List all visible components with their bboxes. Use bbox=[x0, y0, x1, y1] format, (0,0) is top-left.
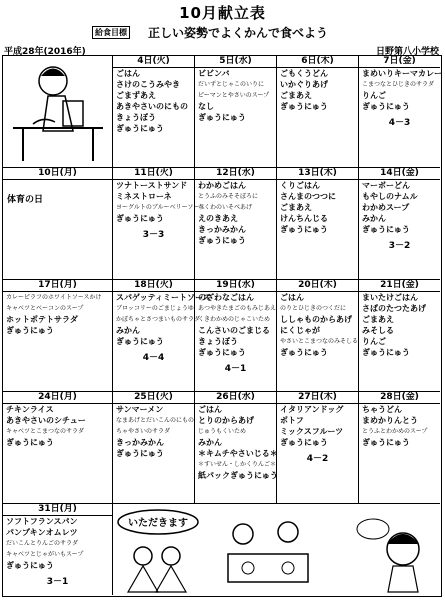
menu-item: まめいりキーマカレー bbox=[362, 69, 442, 78]
menu-item: ぎゅうにゅう bbox=[6, 326, 54, 335]
menu-item: けんちんじる bbox=[280, 214, 328, 223]
day-cell bbox=[195, 168, 277, 280]
goal-badge: 給食目標 bbox=[92, 26, 130, 39]
day-date: 24日(月) bbox=[3, 392, 112, 404]
menu-item-small: ブロッコリーのごまじょうゆ bbox=[116, 305, 194, 312]
goal-text: 正しい姿勢でよくかんで食べよう bbox=[148, 26, 329, 40]
menu-item: ぎゅうにゅう bbox=[116, 124, 164, 133]
menu-item: さんまのつつに bbox=[280, 192, 336, 201]
menu-item-small: あつやきたまごのもみじあえ bbox=[198, 305, 277, 312]
itadakimasu-text: いただきます bbox=[128, 518, 188, 529]
menu-item: ごまあえ bbox=[280, 203, 312, 212]
menu-item: さばのたつたあげ bbox=[362, 304, 426, 313]
menu-item: マーボーどん bbox=[362, 181, 410, 190]
day-cell bbox=[3, 504, 113, 595]
day-date: 20日(木) bbox=[277, 280, 358, 292]
menu-item-small: じゅうもくいため bbox=[198, 428, 247, 435]
menu-item-small: カレーピラフのホワイトソースかけ bbox=[6, 294, 102, 301]
menu-item: いかぐりあげ bbox=[280, 80, 328, 89]
menu-item: ポトフ bbox=[280, 416, 304, 425]
menu-item: ぎゅうにゅう bbox=[116, 337, 164, 346]
holiday-note: 体育の日 bbox=[7, 195, 44, 205]
menu-item: ぎゅうにゅう bbox=[362, 102, 410, 111]
day-date: 6日(木) bbox=[277, 56, 358, 68]
menu-item: ぎゅうにゅう bbox=[198, 113, 246, 122]
menu-grid bbox=[2, 55, 442, 597]
score-label: 3－1 bbox=[46, 577, 69, 587]
menu-item-small: キャベツとこまつなのサラダ bbox=[6, 428, 84, 435]
menu-item: ミックスフルーツ bbox=[280, 427, 344, 436]
menu-item: きっかみかん bbox=[116, 438, 164, 447]
menu-item: ぎゅうにゅう bbox=[116, 214, 164, 223]
menu-item-small: ちくわのいそべあげ bbox=[198, 204, 253, 211]
day-date: 19日(水) bbox=[195, 280, 276, 292]
day-cell bbox=[359, 56, 440, 168]
menu-item: ぎゅうにゅう bbox=[198, 348, 246, 357]
menu-item: ぎゅうにゅう bbox=[362, 438, 410, 447]
menu-item: のざわなごはん bbox=[198, 293, 254, 302]
menu-item-small: のりとひじきのつくだに bbox=[280, 305, 347, 312]
menu-item-small: とうふのみそそぼろに bbox=[198, 193, 259, 200]
menu-item: みかん bbox=[198, 438, 222, 447]
menu-item: ぎゅうにゅう bbox=[198, 236, 246, 245]
illustration-itadakimasu bbox=[113, 504, 440, 595]
menu-item: りんご bbox=[362, 337, 386, 346]
menu-item: ＊キムチやさいじる＊ bbox=[198, 449, 278, 458]
menu-item: ごはん bbox=[116, 69, 140, 78]
day-cell bbox=[113, 56, 195, 168]
menu-item: ソフトフランスパン bbox=[6, 517, 78, 526]
menu-item: ごまずあえ bbox=[116, 91, 156, 100]
score-label: 4－3 bbox=[388, 118, 411, 128]
day-date: 14日(金) bbox=[359, 168, 440, 180]
children-lunch-icon bbox=[113, 504, 440, 595]
menu-item-small: だいずとじゃこのいりに bbox=[198, 81, 265, 88]
menu-item: 紙パックぎゅうにゅう bbox=[198, 471, 278, 480]
day-cell bbox=[3, 280, 113, 392]
day-date: 5日(水) bbox=[195, 56, 276, 68]
menu-item: ビビンバ bbox=[198, 69, 230, 78]
day-date: 25日(火) bbox=[113, 392, 194, 404]
day-cell bbox=[113, 168, 206, 280]
day-date: 12日(水) bbox=[195, 168, 276, 180]
day-date: 26日(水) bbox=[195, 392, 276, 404]
menu-item: ぎゅうにゅう bbox=[362, 225, 410, 234]
day-cell bbox=[195, 392, 277, 504]
menu-item: ごはん bbox=[280, 293, 304, 302]
menu-item: ぎゅうにゅう bbox=[280, 348, 328, 357]
menu-item: にくじゃが bbox=[280, 326, 320, 335]
menu-item: りんご bbox=[362, 91, 386, 100]
day-date: 7日(金) bbox=[359, 56, 440, 68]
menu-item: きっかみかん bbox=[198, 225, 246, 234]
day-cell bbox=[277, 168, 359, 280]
score-label: 4－2 bbox=[306, 454, 329, 464]
menu-item: ぎゅうにゅう bbox=[6, 561, 54, 570]
day-cell bbox=[359, 280, 440, 392]
menu-item: サンマーメン bbox=[116, 405, 164, 414]
menu-item: もやしのナムル bbox=[362, 192, 418, 201]
day-date: 28日(金) bbox=[359, 392, 440, 404]
child-eating-icon bbox=[3, 56, 111, 166]
day-date: 18日(火) bbox=[113, 280, 194, 292]
menu-item: ミネストローネ bbox=[116, 192, 172, 201]
school-name: 日野第八小学校 bbox=[375, 47, 439, 57]
score-label: 3－3 bbox=[142, 230, 165, 240]
menu-item: みそしる bbox=[362, 326, 394, 335]
menu-item: チキンライス bbox=[6, 405, 54, 414]
menu-item: わかめスープ bbox=[362, 203, 410, 212]
page-title: 10月献立表 bbox=[179, 4, 266, 22]
illustration-child-eating bbox=[3, 56, 113, 168]
menu-item-small: ヨーグルトのブルーベリーソース bbox=[116, 204, 206, 211]
menu-item-small: ＊すいせん・しかくりんご＊ bbox=[198, 461, 277, 468]
menu-item: こんさいのごまじる bbox=[198, 326, 270, 335]
day-cell bbox=[195, 280, 277, 392]
menu-item-small: なまあげとだいこんのにもの bbox=[116, 417, 195, 424]
menu-item: スパゲッティミートソース bbox=[116, 293, 211, 302]
menu-item: ぎゅうにゅう bbox=[362, 348, 410, 357]
menu-item: まいたけごはん bbox=[362, 293, 418, 302]
menu-item: まめかりんとう bbox=[362, 416, 418, 425]
menu-item: あきやさいのにもの bbox=[116, 102, 188, 111]
menu-item: くりごはん bbox=[280, 181, 320, 190]
day-date: 11日(火) bbox=[113, 168, 194, 180]
menu-item: ツナトーストサンド bbox=[116, 181, 188, 190]
menu-item: きょうぼう bbox=[116, 113, 156, 122]
day-cell bbox=[113, 280, 211, 392]
menu-item: なし bbox=[198, 102, 214, 111]
menu-item: ぎゅうにゅう bbox=[280, 438, 328, 447]
menu-item-small: こまつなとひじきのサラダ bbox=[362, 81, 434, 88]
menu-item: ぎゅうにゅう bbox=[6, 438, 54, 447]
day-cell bbox=[277, 392, 359, 504]
menu-item: わかめごはん bbox=[198, 181, 246, 190]
menu-item: ぎゅうにゅう bbox=[280, 102, 328, 111]
menu-item: とりのからあげ bbox=[198, 416, 254, 425]
menu-item: さけのこうみやき bbox=[116, 80, 180, 89]
day-date: 4日(火) bbox=[113, 56, 194, 68]
menu-item: ぎゅうにゅう bbox=[116, 449, 164, 458]
menu-item-small: やさいとこまつなのみそしる bbox=[280, 338, 359, 345]
day-cell bbox=[3, 392, 113, 504]
day-cell bbox=[277, 56, 359, 168]
score-label: 3－2 bbox=[388, 241, 411, 251]
day-date: 10日(月) bbox=[3, 168, 112, 180]
day-cell bbox=[359, 168, 440, 280]
menu-item: えのきあえ bbox=[198, 214, 238, 223]
menu-item: ごまあえ bbox=[280, 91, 312, 100]
menu-item-small: くきわかめのじゃこいため bbox=[198, 316, 271, 323]
menu-item: ごはん bbox=[198, 405, 222, 414]
menu-item: ぎゅうにゅう bbox=[280, 225, 328, 234]
menu-item: ごまあえ bbox=[362, 315, 394, 324]
day-date: 31日(月) bbox=[3, 504, 112, 516]
menu-item-small: とうふとわかめのスープ bbox=[362, 428, 428, 435]
menu-item-small: だいこんとりんごのサラダ bbox=[6, 540, 78, 547]
menu-item-small: ちゃやさいのサラダ bbox=[116, 428, 170, 435]
day-cell bbox=[195, 56, 277, 168]
menu-item-small: ピーマンとやさいのスープ bbox=[198, 92, 270, 99]
menu-item: ししゃものからあげ bbox=[280, 315, 352, 324]
menu-item: みかん bbox=[362, 214, 386, 223]
year-label: 平成28年(2016年) bbox=[4, 47, 86, 57]
day-date: 17日(月) bbox=[3, 280, 112, 292]
score-label: 4－4 bbox=[142, 353, 165, 363]
day-cell bbox=[277, 280, 359, 392]
menu-item-small: キャベツとベーコンのスープ bbox=[6, 305, 84, 312]
menu-item: ホットポテトサラダ bbox=[6, 315, 78, 324]
day-cell bbox=[359, 392, 440, 504]
menu-item: きょうぼう bbox=[198, 337, 238, 346]
menu-item: パンプキンオムレツ bbox=[6, 528, 78, 537]
menu-item-small: キャベツとじゃがいもスープ bbox=[6, 551, 84, 558]
day-date: 21日(金) bbox=[359, 280, 440, 292]
menu-item: ごもくうどん bbox=[280, 69, 328, 78]
menu-item: あきやさいのシチュー bbox=[6, 416, 86, 425]
day-date: 13日(木) bbox=[277, 168, 358, 180]
menu-item: みかん bbox=[116, 326, 140, 335]
day-cell bbox=[3, 168, 113, 280]
menu-item-small: かぼちゃとさつまいものサラダ bbox=[116, 316, 200, 323]
day-date: 27日(木) bbox=[277, 392, 358, 404]
menu-item: ちゃうどん bbox=[362, 405, 402, 414]
menu-item: イタリアンドッグ bbox=[280, 405, 344, 414]
score-label: 4－1 bbox=[224, 364, 247, 374]
day-cell bbox=[113, 392, 195, 504]
